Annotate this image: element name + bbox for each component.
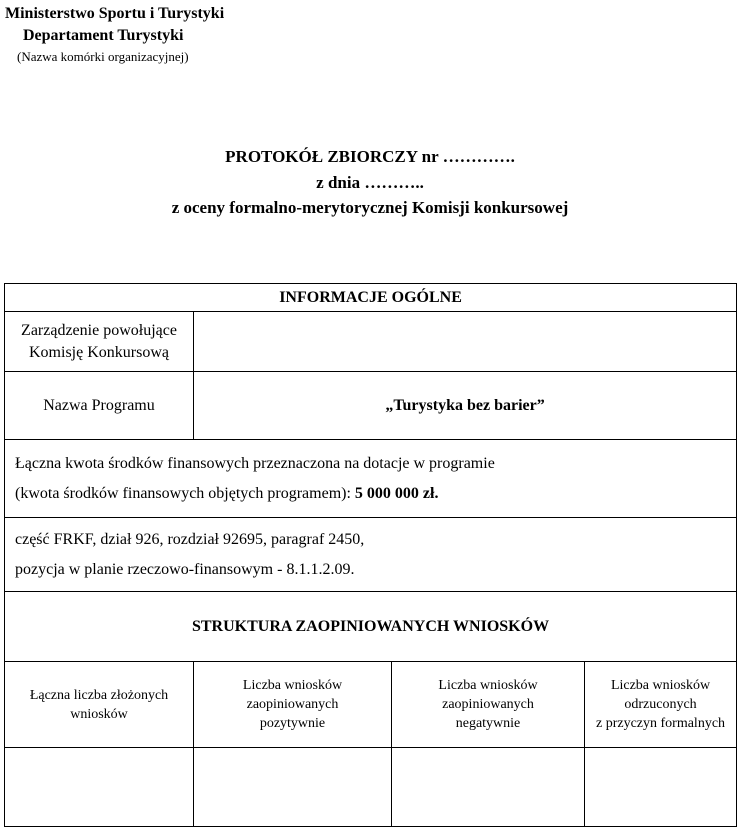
budget-cell	[5, 518, 737, 592]
structure-heading: STRUKTURA ZAOPINIOWANYCH WNIOSKÓW	[5, 592, 737, 662]
order-label	[5, 312, 194, 372]
col-header-line: negatywnie	[455, 716, 521, 731]
general-info-heading: INFORMACJE OGÓLNE	[5, 284, 737, 312]
protocol-date: z dnia ………..	[316, 173, 424, 192]
col-header-line: Liczba wniosków	[438, 678, 538, 693]
col-header-line: pozytywnie	[259, 716, 326, 731]
value-negative	[392, 748, 585, 827]
funds-line2	[15, 479, 736, 509]
budget-line2: pozycja w planie rzeczowo-finansowym - 8.1.1.2.09.	[15, 560, 355, 578]
funds-line1: Łączna kwota środków finansowych przeznaczona na dotacje w programie	[15, 454, 495, 472]
col-header-line: odrzuconych	[624, 697, 697, 712]
value-total-submitted	[5, 748, 194, 827]
order-value-cell	[194, 312, 737, 372]
order-label-line1: Zarządzenie powołujące	[21, 321, 177, 339]
protocol-form-table	[4, 283, 737, 827]
col-header-line: zaopiniowanych	[246, 697, 339, 712]
value-positive	[194, 748, 392, 827]
col-header-line: Liczba wniosków	[610, 678, 711, 693]
program-label: Nazwa Programu	[5, 372, 194, 440]
col-header-line: zaopiniowanych	[442, 697, 534, 712]
col-negative	[392, 662, 585, 748]
funds-line2-text: (kwota środków finansowych objętych programem):	[15, 484, 355, 502]
budget-line1: część FRKF, dział 926, rozdział 92695, paragraf 2450,	[15, 530, 365, 548]
col-header-line: Łączna liczba złożonych	[29, 687, 169, 703]
ministry-name: Ministerstwo Sportu i Turystyki	[5, 5, 225, 22]
order-label-line2: Komisję Konkursową	[29, 343, 169, 361]
unit-note: (Nazwa komórki organizacyjnej)	[17, 49, 189, 64]
program-name-value: „Turystyka bez barier”	[194, 372, 737, 440]
col-positive	[194, 662, 392, 748]
protocol-title: PROTOKÓŁ ZBIORCZY nr ………….	[225, 147, 515, 166]
protocol-subtitle: z oceny formalno-merytorycznej Komisji konkursowej	[171, 198, 569, 217]
col-header-line: wniosków	[70, 706, 128, 722]
col-total-submitted	[5, 662, 194, 748]
funds-cell	[5, 440, 737, 518]
col-rejected-formal	[585, 662, 737, 748]
value-rejected-formal	[585, 748, 737, 827]
col-header-line: Liczba wniosków	[242, 678, 343, 693]
col-header-line: z przyczyn formalnych	[595, 716, 726, 731]
department-name: Departament Turystyki	[23, 27, 184, 44]
funds-amount: 5 000 000 zł.	[354, 484, 439, 502]
